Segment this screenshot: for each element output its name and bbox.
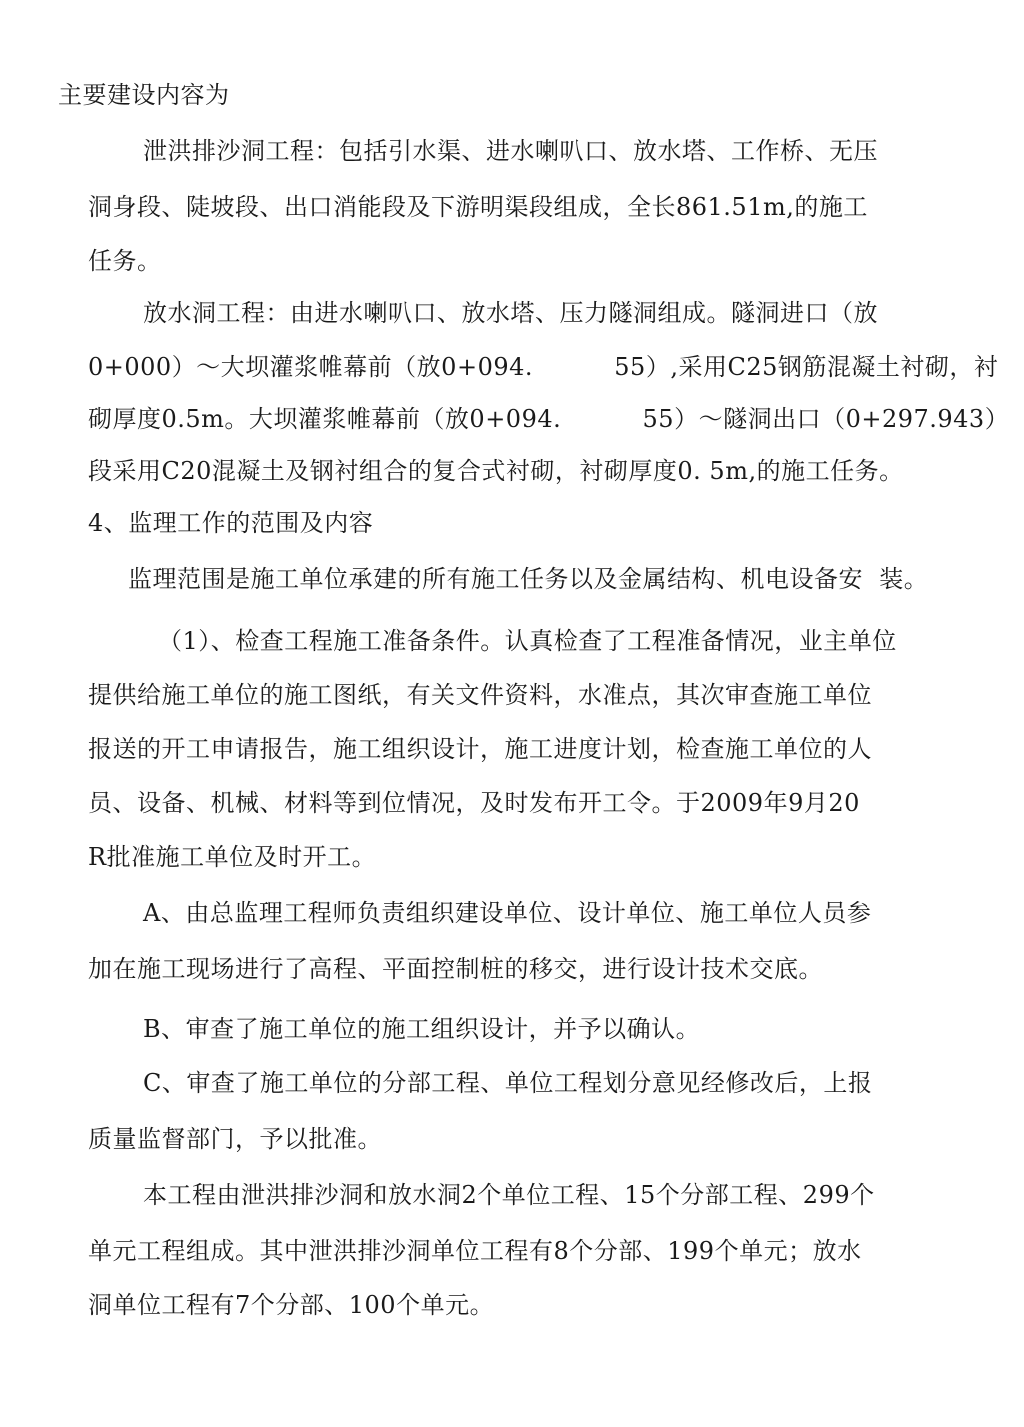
text-line: 单元工程组成。其中泄洪排沙洞单位工程有8个分部、199个单元；放水 — [88, 1237, 862, 1265]
text-line: B、审查了施工单位的施工组织设计，并予以确认。 — [143, 1015, 701, 1043]
text-line: 员、设备、机械、材料等到位情况，及时发布开工令。于2009年9月20 — [88, 789, 860, 817]
text-line: A、由总监理工程师负责组织建设单位、设计单位、施工单位人员参 — [143, 899, 872, 927]
text-line: R批准施工单位及时开工。 — [88, 843, 377, 871]
text-line: 本工程由泄洪排沙洞和放水洞2个单位工程、15个分部工程、299个 — [143, 1181, 875, 1209]
text-line: 砌厚度0.5m。大坝灌浆帷幕前（放0+094. 55）～隧洞出口（0+297.943） — [88, 405, 1010, 433]
text-line: 任务。 — [88, 247, 162, 275]
text-line: 0+000）～大坝灌浆帷幕前（放0+094. 55）,采用C25钢筋混凝土衬砌，衬 — [88, 353, 999, 381]
section-heading: 4、监理工作的范围及内容 — [88, 509, 374, 537]
text-line: （1）、检查工程施工准备条件。认真检查了工程准备情况，业主单位 — [158, 627, 897, 655]
text-line: 加在施工现场进行了高程、平面控制桩的移交，进行设计技术交底。 — [88, 955, 823, 983]
text-line: C、审查了施工单位的分部工程、单位工程划分意见经修改后，上报 — [143, 1069, 873, 1097]
text-line: 泄洪排沙洞工程：包括引水渠、进水喇叭口、放水塔、工作桥、无压 — [143, 137, 878, 165]
text-line: 段采用C20混凝土及钢衬组合的复合式衬砌，衬砌厚度0. 5m,的施工任务。 — [88, 457, 904, 485]
text-line: 报送的开工申请报告，施工组织设计，施工进度计划，检查施工单位的人 — [88, 735, 872, 763]
text-line: 洞单位工程有7个分部、100个单元。 — [88, 1291, 495, 1319]
text-line: 放水洞工程：由进水喇叭口、放水塔、压力隧洞组成。隧洞进口（放 — [143, 299, 878, 327]
text-line: 洞身段、陡坡段、出口消能段及下游明渠段组成，全长861.51m,的施工 — [88, 193, 868, 221]
text-line: 质量监督部门，予以批准。 — [88, 1125, 382, 1153]
text-line: 监理范围是施工单位承建的所有施工任务以及金属结构、机电设备安 装。 — [128, 565, 929, 593]
text-line: 提供给施工单位的施工图纸，有关文件资料，水准点，其次审查施工单位 — [88, 681, 872, 709]
text-line: 主要建设内容为 — [58, 81, 230, 109]
